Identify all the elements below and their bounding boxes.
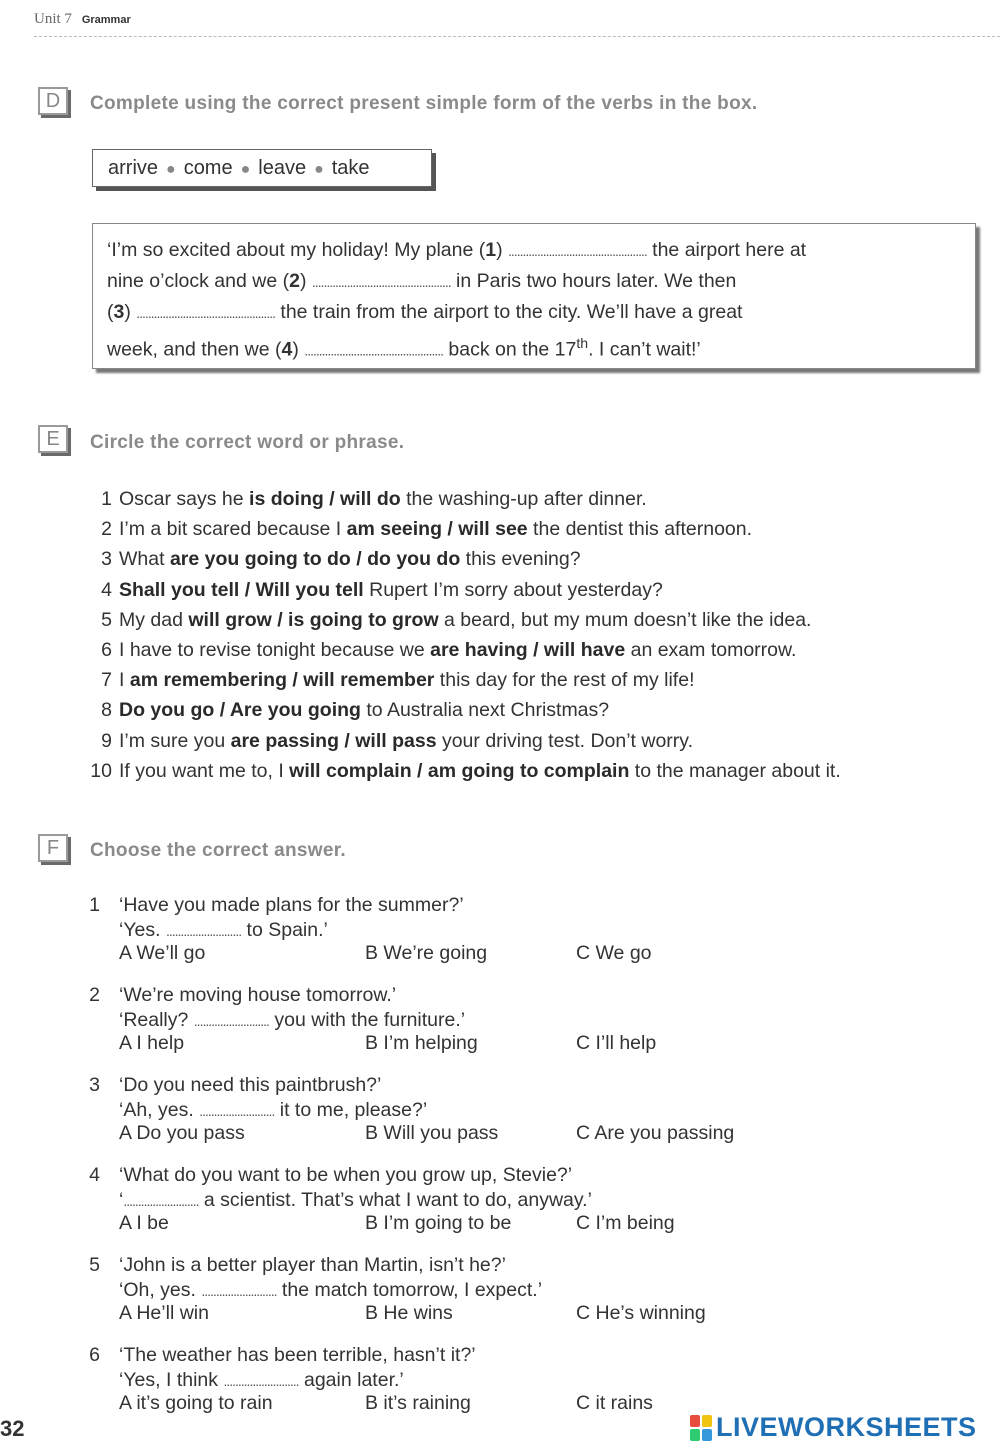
question-prompt: ‘Do you need this paintbrush?’ <box>119 1074 382 1096</box>
option-a[interactable]: A it’s going to rain <box>119 1392 273 1414</box>
verb-box <box>92 149 432 187</box>
item-text-after: Rupert I’m sorry about yesterday? <box>363 578 663 601</box>
answer-blank[interactable]: .......................... <box>223 1372 299 1389</box>
option-b[interactable]: B He wins <box>365 1302 453 1324</box>
question-prompt: ‘We’re moving house tomorrow.’ <box>119 984 397 1006</box>
item-number: 8 <box>101 699 112 722</box>
choice-options[interactable]: Shall you tell / Will you tell <box>119 578 364 601</box>
option-b[interactable]: B Will you pass <box>365 1122 499 1144</box>
verb-leave: leave <box>258 157 307 179</box>
list-item <box>84 484 841 514</box>
item-text-after: this evening? <box>460 548 581 571</box>
question-line-1 <box>84 1163 592 1188</box>
answer-options <box>84 942 652 966</box>
question-item <box>84 1253 706 1326</box>
answer-options <box>84 1122 735 1146</box>
option-c[interactable]: C it rains <box>576 1392 653 1414</box>
list-item <box>84 756 841 786</box>
answer-options <box>84 1032 657 1056</box>
option-a[interactable]: A I be <box>119 1212 169 1234</box>
answer-blank-3[interactable]: ................................................ <box>136 305 275 321</box>
list-item <box>84 544 841 574</box>
option-c[interactable]: C We go <box>576 942 652 964</box>
list-item <box>84 726 841 756</box>
verb-arrive: arrive <box>108 157 159 179</box>
choice-options[interactable]: will complain / am going to complain <box>289 759 630 782</box>
choice-options[interactable]: are having / will have <box>430 638 626 661</box>
passage-line-2: nine o’clock and we (2) ................................................ in Paris two hours later. We then <box>107 270 737 292</box>
answer-blank[interactable]: .......................... <box>165 922 242 939</box>
section-d-title: Complete using the correct present simple form of the verbs in the box. <box>90 93 758 114</box>
answer-blank[interactable]: .......................... <box>199 1102 275 1119</box>
question-line-1 <box>84 983 465 1008</box>
answer-blank-4[interactable]: ................................................ <box>304 342 444 359</box>
item-number: 5 <box>101 608 112 631</box>
section-d-letter: D <box>38 87 68 115</box>
option-c[interactable]: C He’s winning <box>576 1302 706 1324</box>
item-text-after: an exam tomorrow. <box>625 638 797 661</box>
answer-blank[interactable]: .......................... <box>193 1012 269 1029</box>
answer-options <box>84 1392 653 1416</box>
question-line-2: ‘Really? .......................... you with the furniture.’ <box>119 1008 466 1031</box>
item-text-before: I <box>119 669 130 692</box>
question-number: 3 <box>89 1074 100 1096</box>
item-text-after: to the manager about it. <box>629 759 841 782</box>
item-text-after: to Australia next Christmas? <box>360 699 610 722</box>
choice-options[interactable]: will grow / is going to grow <box>188 608 439 631</box>
question-number: 1 <box>89 894 100 916</box>
question-line-1 <box>84 1343 476 1368</box>
verb-come: come <box>183 157 233 179</box>
item-text-before: If you want me to, I <box>119 759 290 782</box>
question-line-1 <box>84 1073 427 1098</box>
option-b[interactable]: B I’m going to be <box>365 1212 512 1234</box>
passage-line-4: week, and then we (4) ................................................ back on the 17th. I can’t wait!’ <box>107 335 701 361</box>
option-c[interactable]: C Are you passing <box>576 1122 735 1144</box>
option-b[interactable]: B I’m helping <box>365 1032 478 1054</box>
page-header <box>34 10 131 28</box>
choice-options[interactable]: am remembering / will remember <box>129 669 435 692</box>
section-f-title: Choose the correct answer. <box>90 840 346 861</box>
section-f-letter: F <box>38 834 68 862</box>
section-e-title: Circle the correct word or phrase. <box>90 432 405 453</box>
question-number: 5 <box>89 1254 100 1276</box>
answer-blank[interactable]: .......................... <box>123 1192 199 1209</box>
item-text-after: the dentist this afternoon. <box>527 518 753 541</box>
choice-options[interactable]: are passing / will pass <box>230 729 437 752</box>
bullet-icon: ● <box>314 161 324 178</box>
item-number: 4 <box>101 578 112 601</box>
question-item <box>84 893 652 966</box>
liveworksheets-logo[interactable] <box>690 1412 977 1443</box>
question-line-1 <box>84 1253 542 1278</box>
item-text-before: I’m sure you <box>119 729 231 752</box>
item-number: 7 <box>101 669 112 692</box>
section-e-letter: E <box>38 425 68 453</box>
passage-box <box>92 223 976 369</box>
question-line-2: ‘Oh, yes. .......................... the match tomorrow, I expect.’ <box>119 1278 543 1301</box>
item-text-after: your driving test. Don’t worry. <box>436 729 694 752</box>
list-item <box>84 635 841 665</box>
item-text-before: I’m a bit scared because I <box>119 518 347 541</box>
bullet-icon: ● <box>240 161 251 178</box>
question-prompt: ‘John is a better player than Martin, isn’t he?’ <box>119 1254 506 1276</box>
section-label: Grammar <box>81 14 131 26</box>
question-line-2: ‘Ah, yes. .......................... it to me, please?’ <box>119 1098 428 1121</box>
section-e-list <box>84 484 841 786</box>
logo-icon <box>690 1415 712 1441</box>
item-text-before: What <box>119 548 170 571</box>
question-line-1 <box>84 893 464 918</box>
question-item <box>84 983 657 1056</box>
option-a[interactable]: A He’ll win <box>119 1302 209 1324</box>
item-number: 6 <box>101 638 112 661</box>
option-c[interactable]: C I’m being <box>576 1212 675 1234</box>
question-prompt: ‘The weather has been terrible, hasn’t it?’ <box>119 1344 476 1366</box>
question-number: 4 <box>89 1164 100 1186</box>
item-number: 10 <box>90 759 112 782</box>
item-text-after: the washing-up after dinner. <box>400 488 647 510</box>
choice-options[interactable]: Do you go / Are you going <box>119 699 361 722</box>
question-line-2: ‘Yes. .......................... to Spain.’ <box>119 918 328 941</box>
question-prompt: ‘What do you want to be when you grow up, Stevie?’ <box>119 1164 573 1186</box>
question-number: 2 <box>89 984 100 1006</box>
passage-line-3: (3) ................................................ the train from the airport to the city. We’ll have a great <box>107 301 743 323</box>
question-item <box>84 1343 653 1416</box>
item-text-before: I have to revise tonight because we <box>119 638 431 661</box>
page-number: 32 <box>0 1416 25 1441</box>
item-number: 9 <box>101 729 112 752</box>
item-text-after: a beard, but my mum doesn’t like the idea. <box>438 608 812 631</box>
question-item <box>84 1073 735 1146</box>
list-item <box>84 605 841 635</box>
answer-options <box>84 1302 706 1326</box>
passage-line-1: ‘I’m so excited about my holiday! My plane (1) ................................................ the airport here at <box>107 239 807 261</box>
option-c[interactable]: C I’ll help <box>576 1032 657 1054</box>
option-a[interactable]: A I help <box>119 1032 185 1054</box>
list-item <box>84 514 841 544</box>
verb-take: take <box>331 157 370 179</box>
option-a[interactable]: A Do you pass <box>119 1122 245 1144</box>
item-number: 1 <box>101 488 112 510</box>
choice-options[interactable]: am seeing / will see <box>346 518 528 541</box>
answer-blank-2[interactable]: ................................................ <box>311 274 451 290</box>
answer-options <box>84 1212 675 1236</box>
question-line-2: ‘Yes, I think .......................... again later.’ <box>119 1368 404 1391</box>
option-b[interactable]: B We’re going <box>365 942 488 964</box>
question-number: 6 <box>89 1344 100 1366</box>
choice-options[interactable]: is doing / will do <box>249 488 401 510</box>
choice-options[interactable]: are you going to do / do you do <box>169 548 461 571</box>
item-text-after: this day for the rest of my life! <box>434 669 695 692</box>
bullet-icon: ● <box>166 161 176 178</box>
list-item <box>84 575 841 605</box>
answer-blank-1[interactable]: ................................................ <box>508 243 647 259</box>
option-b[interactable]: B it’s raining <box>365 1392 471 1414</box>
list-item <box>84 665 841 695</box>
list-item <box>84 695 841 725</box>
header-divider <box>34 36 1000 37</box>
item-number: 3 <box>101 548 112 571</box>
logo-text: LIVEWORKSHEETS <box>716 1412 977 1442</box>
option-a[interactable]: A We’ll go <box>119 942 206 964</box>
item-text-before: Oscar says he <box>119 488 250 510</box>
item-text-before: My dad <box>119 608 189 631</box>
unit-label: Unit 7 <box>34 11 72 27</box>
question-prompt: ‘Have you made plans for the summer?’ <box>119 894 464 916</box>
item-number: 2 <box>101 518 112 541</box>
question-item <box>84 1163 675 1236</box>
question-line-2: ‘.......................... a scientist. That’s what I want to do, anyway.’ <box>119 1188 592 1211</box>
answer-blank[interactable]: .......................... <box>201 1282 277 1299</box>
